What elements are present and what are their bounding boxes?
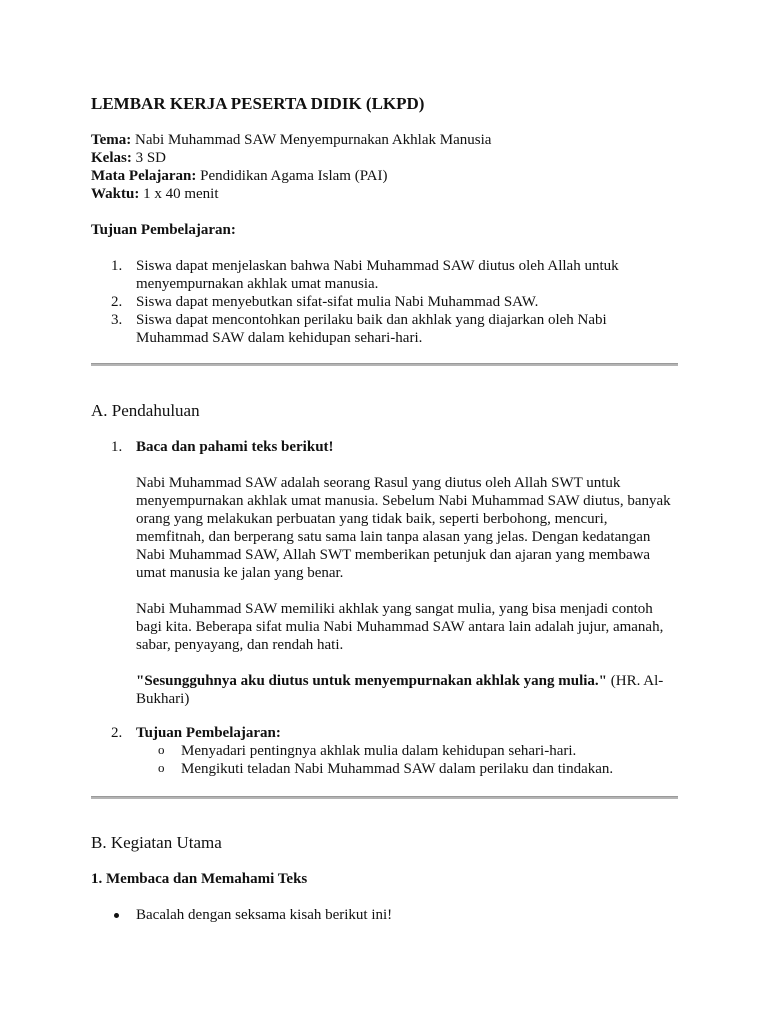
list-number: 1. [111,439,123,455]
quote-text: "Sesungguhnya aku diutus untuk menyempurnakan akhlak yang mulia." [136,673,608,689]
horizontal-divider [91,796,678,799]
circle-bullet-icon: o [158,742,165,757]
list-item [91,438,678,708]
meta-label: Tema: [91,132,132,148]
quote-line [136,672,678,690]
paragraph-line: orang yang melakukan perbuatan yang tidak baik, seperti berbohong, mencuri, [136,511,608,527]
list-number: 2. [111,725,123,741]
list-text-line: Siswa dapat menyebutkan sifat-sifat mulia Nabi Muhammad SAW. [136,294,539,310]
section-heading-introduction: A. Pendahuluan [91,401,200,420]
quote-source: (HR. Al- [607,673,664,689]
meta-value: 3 SD [131,150,167,166]
sub-list-item [136,760,678,778]
lesson-info [91,131,678,203]
meta-value: Pendidikan Agama Islam (PAI) [196,168,388,184]
reading-paragraph-2 [136,600,678,654]
sub-list-text: Menyadari pentingnya akhlak mulia dalam kehidupan sehari-hari. [181,743,577,759]
paragraph-line: memfitnah, dan berperang satu sama lain tanpa alasan yang jelas. Dengan kedatangan [136,529,651,545]
sub-list-item [136,742,678,760]
quote-source-continued: Bukhari) [136,691,190,707]
step-read-text [91,438,678,708]
step-lead: Baca dan pahami teks berikut! [136,439,334,455]
list-item [91,906,678,924]
circle-bullet-icon: o [158,760,165,775]
goals-heading: Tujuan Pembelajaran: [91,222,236,238]
list-text-line: Siswa dapat mencontohkan perilaku baik dan akhlak yang diajarkan oleh Nabi [136,312,607,328]
list-number: 2. [111,294,123,310]
meta-row-time [91,185,678,203]
activity-subheading: 1. Membaca dan Memahami Teks [91,871,308,887]
document-title: LEMBAR KERJA PESERTA DIDIK (LKPD) [91,94,425,113]
paragraph-line: Nabi Muhammad SAW, Allah SWT memberikan petunjuk dan ajaran yang membawa [136,547,651,563]
step-learning-goals [91,724,678,778]
meta-label: Mata Pelajaran: [91,168,197,184]
list-number: 1. [111,258,123,274]
horizontal-divider [91,363,678,366]
list-number: 3. [111,312,123,328]
list-text: Bacalah dengan seksama kisah berikut ini! [136,907,393,923]
hadith-quote [136,672,678,708]
meta-value: Nabi Muhammad SAW Menyempurnakan Akhlak Manusia [131,132,492,148]
meta-label: Kelas: [91,150,132,166]
activity-list [91,906,678,924]
paragraph-line: sabar, penyayang, dan rendah hati. [136,637,344,653]
step-lead: Tujuan Pembelajaran: [136,725,281,741]
list-text-line: Siswa dapat menjelaskan bahwa Nabi Muhammad SAW diutus oleh Allah untuk [136,258,619,274]
sub-list-text: Mengikuti teladan Nabi Muhammad SAW dalam perilaku dan tindakan. [181,761,614,777]
list-item [91,724,678,778]
meta-row-class [91,149,678,167]
paragraph-line: Nabi Muhammad SAW memiliki akhlak yang sangat mulia, yang bisa menjadi contoh [136,601,653,617]
bullet-dot-icon [114,913,119,918]
list-item [91,257,678,293]
list-item [91,311,678,347]
section-heading-main-activity: B. Kegiatan Utama [91,833,222,852]
paragraph-line: umat manusia ke jalan yang benar. [136,565,344,581]
list-item [91,293,678,311]
sub-list [136,742,678,778]
list-text-line: Muhammad SAW dalam kehidupan sehari-hari. [136,330,423,346]
paragraph-line: Nabi Muhammad SAW adalah seorang Rasul yang diutus oleh Allah SWT untuk [136,475,621,491]
goals-list [91,257,678,347]
paragraph-line: menyempurnakan akhlak umat manusia. Sebelum Nabi Muhammad SAW diutus, banyak [136,493,671,509]
meta-value: 1 x 40 menit [139,186,219,202]
meta-row-theme [91,131,678,149]
meta-label: Waktu: [91,186,140,202]
reading-paragraph-1 [136,474,678,582]
meta-row-subject [91,167,678,185]
list-text-line: menyempurnakan akhlak umat manusia. [136,276,379,292]
paragraph-line: bagi kita. Beberapa sifat mulia Nabi Muhammad SAW antara lain adalah jujur, amanah, [136,619,664,635]
